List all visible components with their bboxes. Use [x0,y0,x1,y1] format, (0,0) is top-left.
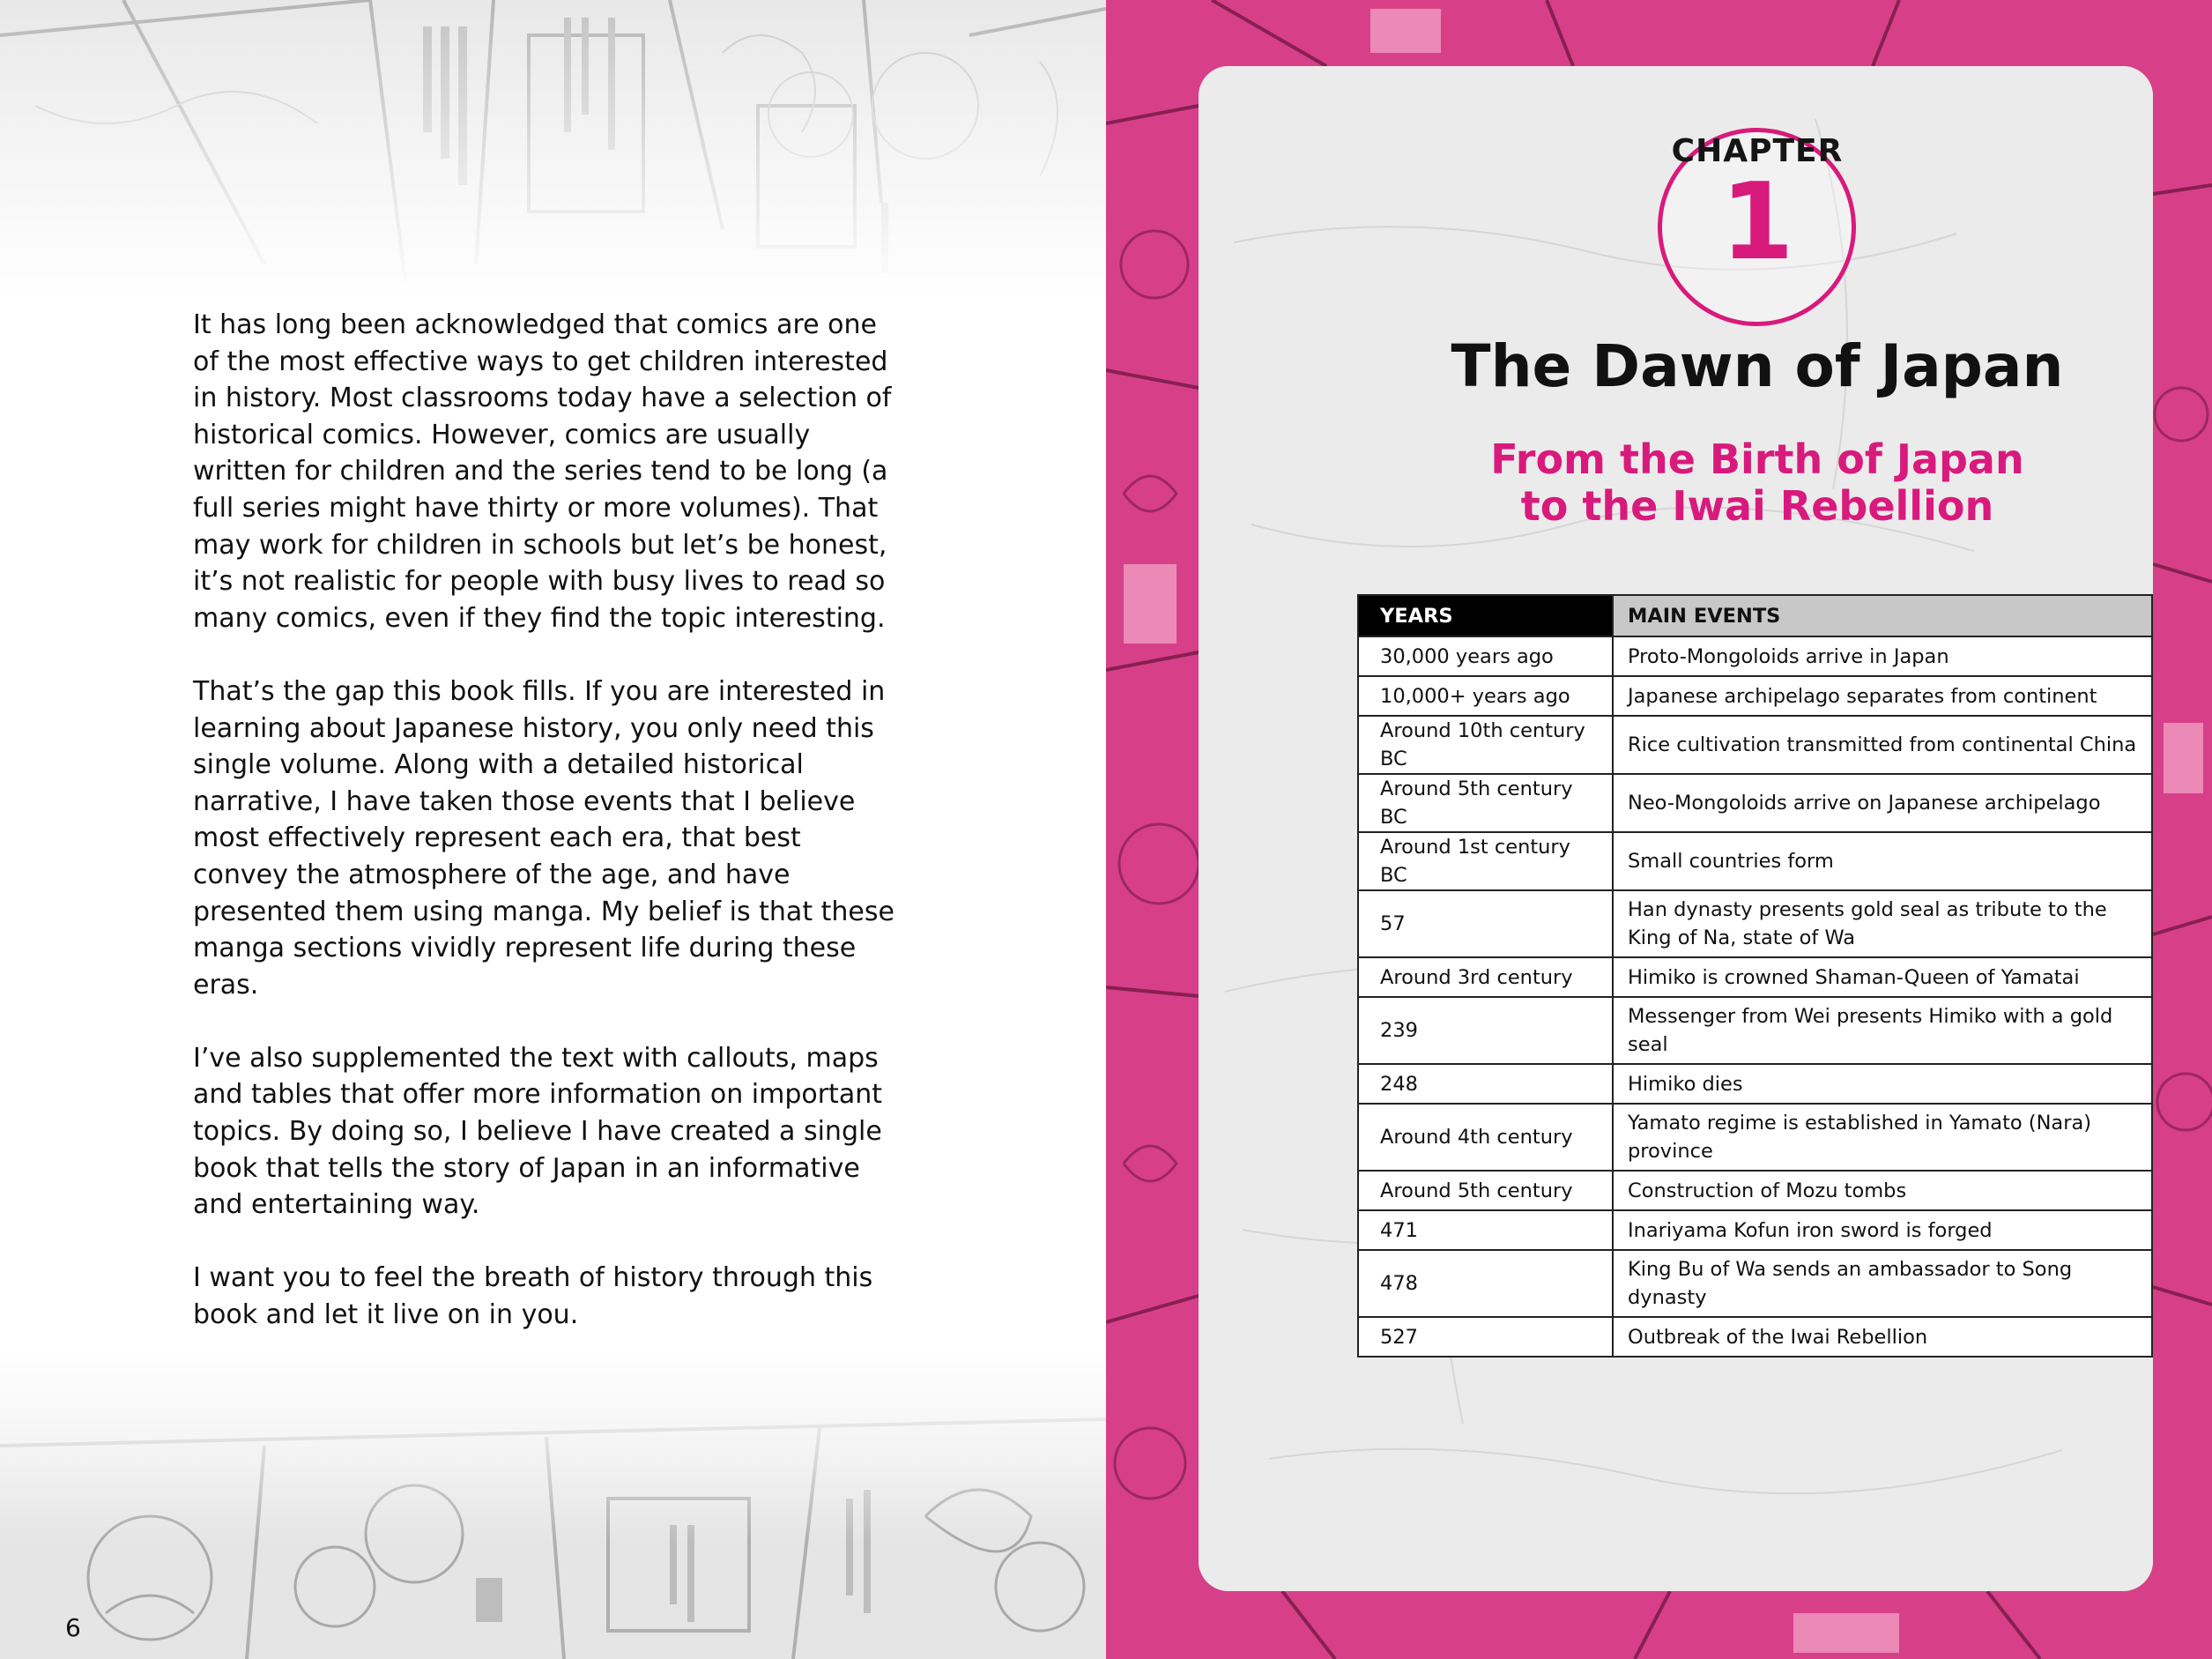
chapter-label: CHAPTER [1671,133,1844,169]
table-cell-event: Outbreak of the Iwai Rebellion [1613,1317,2152,1357]
table-cell-event: Inariyama Kofun iron sword is forged [1613,1210,2152,1250]
table-cell-year: Around 3rd century [1358,957,1613,997]
table-cell-event: Japanese archipelago separates from continent [1613,676,2152,716]
table-cell-year: 30,000 years ago [1358,636,1613,676]
table-row [1358,1317,2152,1357]
table-row [1358,1104,2152,1171]
chapter-subtitle-line: to the Iwai Rebellion [1520,482,1994,530]
chapter-subtitle-line: From the Birth of Japan [1490,435,2024,483]
chapter-subtitle [1199,436,2153,530]
table-cell-event: Construction of Mozu tombs [1613,1171,2152,1210]
table-cell-year: Around 4th century [1358,1104,1613,1171]
table-row [1358,676,2152,716]
table-row [1358,890,2152,957]
table-cell-year: 57 [1358,890,1613,957]
table-cell-year: 248 [1358,1064,1613,1104]
column-header-years: YEARS [1358,595,1613,636]
chapter-number: 1 [1720,161,1794,284]
table-header-row [1358,595,2152,636]
chapter-card [1199,66,2153,1591]
intro-paragraph: It has long been acknowledged that comics are one of the most effective ways to get children interested in history. Most classrooms today have a selection of historical comics. However, comics are usually written for children and the series tend to be long (a full series might have thirty or more volumes). That may work for children in schools but let’s be honest, it’s not realistic for people with busy lives to read so many comics, even if they find the topic interesting. [193,309,892,634]
table-row [1358,1210,2152,1250]
column-header-events: MAIN EVENTS [1613,595,2152,636]
right-page [1106,0,2212,1659]
table-cell-year: 239 [1358,997,1613,1064]
table-cell-year: 10,000+ years ago [1358,676,1613,716]
intro-paragraph: That’s the gap this book fills. If you are interested in learning about Japanese history, you only need this single volume. Along with a detailed historical narrative, I have taken those events that I believe most effectively represent each era, that best convey the atmosphere of the age, and have presented them using manga. My belief is that these manga sections vividly represent life during these eras. [193,675,894,1001]
table-cell-year: Around 5th century [1358,1171,1613,1210]
intro-text [193,307,898,1370]
table-cell-year: Around 5th century BC [1358,774,1613,832]
table-row [1358,997,2152,1064]
table-row [1358,832,2152,890]
table-cell-event: Han dynasty presents gold seal as tribute to the King of Na, state of Wa [1613,890,2152,957]
intro-paragraph: I’ve also supplemented the text with callouts, maps and tables that offer more information on important topics. By doing so, I believe I have created a single book that tells the story of Japan in an informative and entertaining way. [193,1042,882,1221]
table-row [1358,1250,2152,1317]
intro-paragraph: I want you to feel the breath of history through this book and let it live on in you. [193,1262,873,1331]
table-cell-event: King Bu of Wa sends an ambassador to Song dynasty [1613,1250,2152,1317]
page-number: 6 [65,1613,81,1642]
table-cell-event: Messenger from Wei presents Himiko with a gold seal [1613,997,2152,1064]
table-cell-year: 471 [1358,1210,1613,1250]
table-row [1358,716,2152,774]
table-cell-event: Yamato regime is established in Yamato (Nara) province [1613,1104,2152,1171]
table-cell-event: Rice cultivation transmitted from continental China [1613,716,2152,774]
timeline-table [1357,594,2153,1358]
table-row [1358,774,2152,832]
table-row [1358,1171,2152,1210]
table-row [1358,957,2152,997]
chapter-title: The Dawn of Japan [1451,332,2064,400]
table-cell-year: 478 [1358,1250,1613,1317]
table-row [1358,1064,2152,1104]
table-cell-year: Around 1st century BC [1358,832,1613,890]
table-row [1358,636,2152,676]
table-cell-year: Around 10th century BC [1358,716,1613,774]
table-cell-event: Himiko is crowned Shaman-Queen of Yamatai [1613,957,2152,997]
table-cell-event: Proto-Mongoloids arrive in Japan [1613,636,2152,676]
table-cell-event: Himiko dies [1613,1064,2152,1104]
table-cell-event: Small countries form [1613,832,2152,890]
table-body [1358,636,2152,1357]
table-cell-year: 527 [1358,1317,1613,1357]
table-cell-event: Neo-Mongoloids arrive on Japanese archipelago [1613,774,2152,832]
